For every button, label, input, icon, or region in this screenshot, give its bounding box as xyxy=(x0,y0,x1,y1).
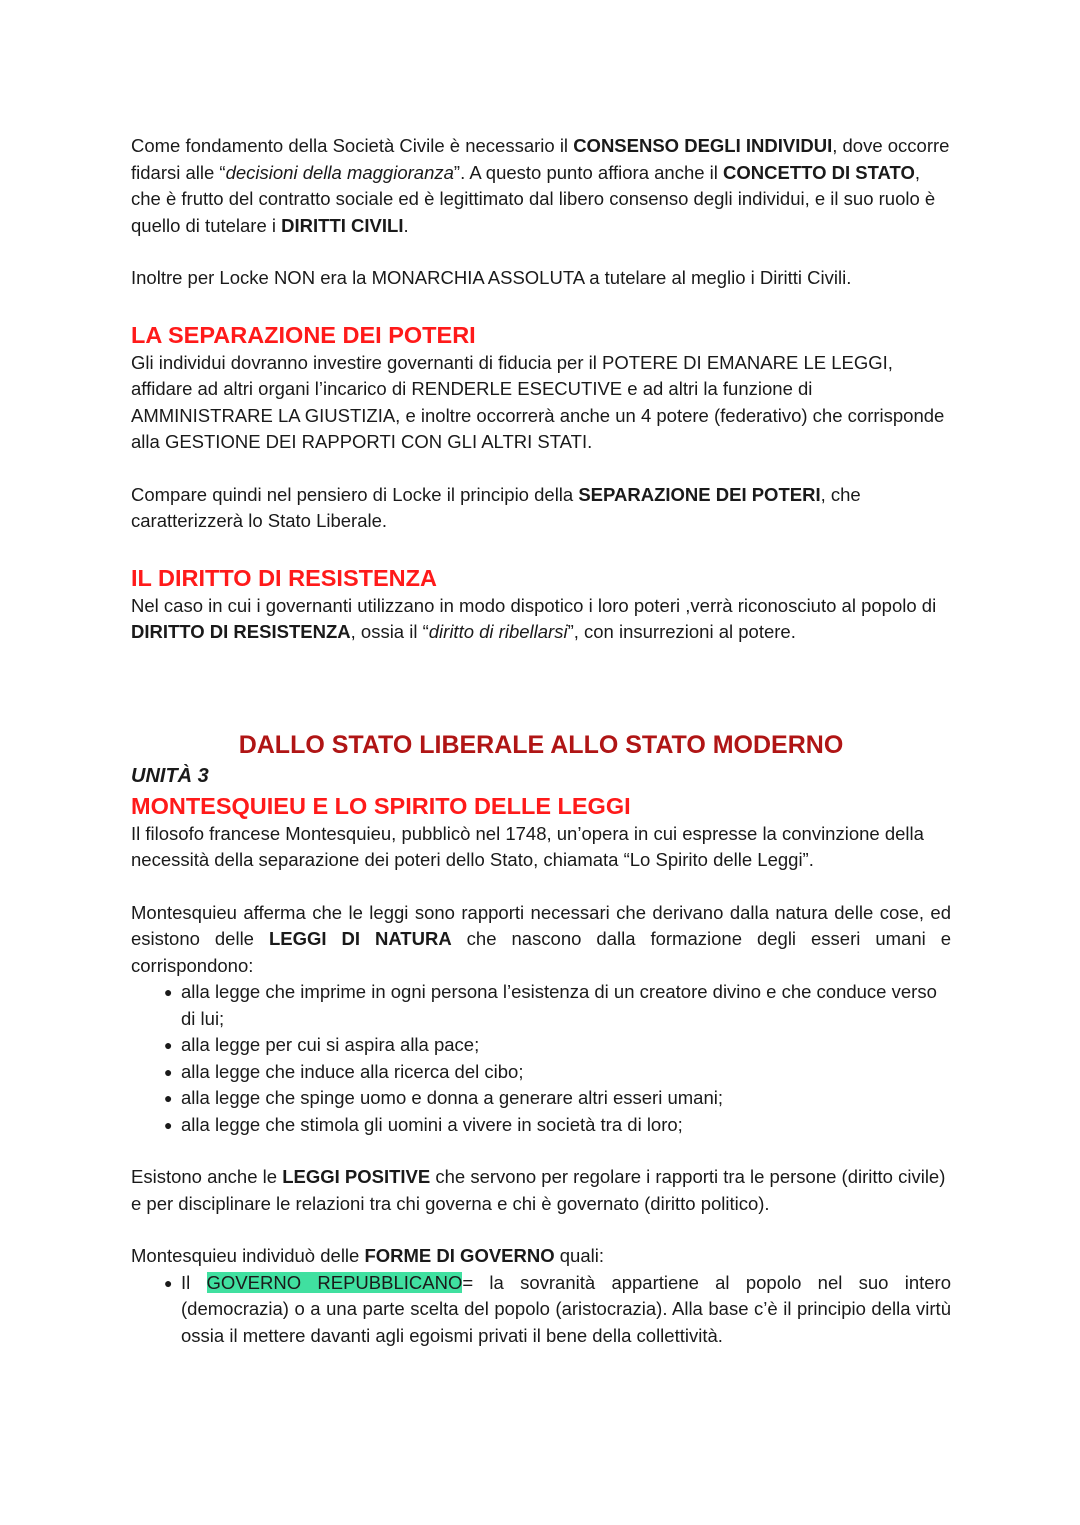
bold-term: SEPARAZIONE DEI POTERI xyxy=(578,483,821,505)
text: Nel caso in cui i governanti utilizzano in modo dispotico i loro poteri ,verrà riconosciuto al popolo di xyxy=(131,594,937,616)
bold-term: DIRITTO DI RESISTENZA xyxy=(131,621,351,642)
text: Esistono anche le xyxy=(131,1166,283,1187)
government-forms-list xyxy=(131,1270,951,1350)
unit-label: UNITÀ 3 xyxy=(131,764,209,787)
list-item: ● alla legge che spinge uomo e donna a generare altri esseri umani; xyxy=(164,1085,951,1112)
text: Compare quindi nel pensiero di Locke il principio della xyxy=(131,483,579,505)
heading-montesquieu: MONTESQUIEU E LO SPIRITO DELLE LEGGI xyxy=(131,792,631,819)
bold-term: CONSENSO DEGLI INDIVIDUI xyxy=(573,135,833,156)
list-item: ● alla legge che imprime in ogni persona l’esistenza di un creatore divino e che conduce verso di lui; xyxy=(164,979,951,1032)
natural-laws-list xyxy=(131,979,951,1138)
main-title: DALLO STATO LIBERALE ALLO STATO MODERNO xyxy=(238,730,844,759)
paragraph-natural-laws xyxy=(131,900,951,980)
italic-quote: diritto di ribellarsi xyxy=(428,621,568,642)
text: che servono per regolare i rapporti tra le persone (diritto civile) e per disciplinare le relazioni tra chi governa e chi è governato (diritto politico). xyxy=(131,1166,946,1214)
text: , che è frutto del contratto sociale ed è legittimato dal libero consenso degli individui, e il suo ruolo è quello di tutelare i xyxy=(131,161,936,236)
paragraph-montesquieu-intro: Il filosofo francese Montesquieu, pubblicò nel 1748, un’opera in cui espresse la convinzione della necessità della separazione dei poteri dello Stato, chiamata “Lo Spirito delle Leggi”. xyxy=(131,822,924,870)
text: . xyxy=(403,214,409,236)
list-item: ● alla legge per cui si aspira alla pace; xyxy=(164,1032,951,1059)
text: , che caratterizzerà lo Stato Liberale. xyxy=(131,483,861,531)
heading-separazione: LA SEPARAZIONE DEI POTERI xyxy=(131,321,476,348)
paragraph-positive-laws xyxy=(131,1164,951,1217)
italic-quote: decisioni della maggioranza xyxy=(225,161,454,183)
list-item-republic xyxy=(164,1270,951,1350)
document-page xyxy=(131,133,951,1349)
bold-term: LEGGI POSITIVE xyxy=(282,1166,431,1187)
text: , ossia il “ xyxy=(350,621,429,642)
paragraph-separation-principle xyxy=(131,482,951,535)
text: , dove occorre fidarsi alle “ xyxy=(131,135,950,183)
list-item: ● alla legge che induce alla ricerca del cibo; xyxy=(164,1059,951,1086)
text: = la sovranità appartiene al popolo nel suo intero (democrazia) o a una parte scelta del popolo (aristocrazia). Alla base c’è il principio della virtù ossia il mettere davanti agli egoismi privati il bene della collettività. xyxy=(181,1271,951,1346)
bold-term: FORME DI GOVERNO xyxy=(364,1245,555,1266)
text: che nascono dalla formazione degli esseri umani e corrispondono: xyxy=(131,928,951,976)
paragraph-powers: Gli individui dovranno investire governanti di fiducia per il POTERE DI EMANARE LE LEGGI, affidare ad altri organi l’incarico di RENDERLE ESECUTIVE e ad altri la funzione di AMMINISTRARE LA GIUSTIZIA, e inoltre occorrerà anche un 4 potere (federativo) che corrisponde alla GESTIONE DEI RAPPORTI CON GLI ALTRI STATI. xyxy=(131,351,945,452)
highlighted-term: GOVERNO REPUBBLICANO xyxy=(206,1271,463,1293)
paragraph-locke-monarchy: Inoltre per Locke NON era la MONARCHIA ASSOLUTA a tutelare al meglio i Diritti Civili. xyxy=(131,267,852,288)
heading-resistenza: IL DIRITTO DI RESISTENZA xyxy=(131,564,437,591)
text: ”. A questo punto affiora anche il xyxy=(453,161,724,183)
text: ”, con insurrezioni al potere. xyxy=(567,621,796,642)
bold-term: DIRITTI CIVILI xyxy=(281,214,404,236)
bold-term: LEGGI DI NATURA xyxy=(268,928,452,949)
paragraph-civil-society xyxy=(131,133,951,239)
text: Montesquieu individuò delle xyxy=(131,1245,365,1266)
paragraph-resistance xyxy=(131,593,951,646)
text: Come fondamento della Società Civile è necessario il xyxy=(131,135,574,156)
bold-term: CONCETTO DI STATO xyxy=(723,161,915,183)
text: quali: xyxy=(554,1245,604,1266)
text: Il xyxy=(181,1271,207,1293)
text: Montesquieu afferma che le leggi sono rapporti necessari che derivano dalla natura delle cose, ed esistono delle xyxy=(131,901,951,949)
list-item: ● alla legge che stimola gli uomini a vivere in società tra di loro; xyxy=(164,1112,951,1139)
paragraph-forms-of-government xyxy=(131,1243,951,1270)
